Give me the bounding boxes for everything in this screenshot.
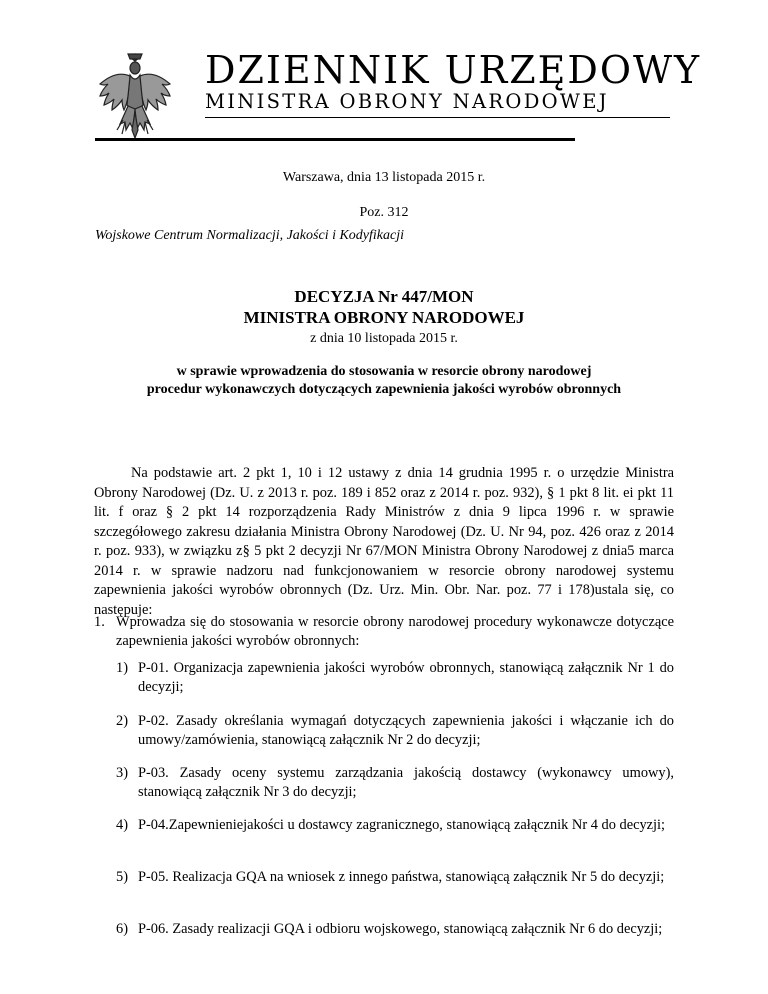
decision-title: DECYZJA Nr 447/MON bbox=[294, 287, 474, 306]
sub-list-item bbox=[116, 920, 674, 939]
decision-subject-line-1: w sprawie wprowadzenia do stosowania w resorcie obrony narodowej bbox=[176, 364, 592, 379]
position-number: Poz. 312 bbox=[359, 205, 409, 220]
sub-list-item bbox=[116, 712, 674, 750]
issue-date: Warszawa, dnia 13 listopada 2015 r. bbox=[282, 170, 486, 185]
sub-item-number: 6) bbox=[116, 921, 128, 937]
preamble-paragraph: Na podstawie art. 2 pkt 1, 10 i 12 ustawy z dnia 14 grudnia 1995 r. o urzędzie Ministra Obrony Narodowej (Dz. U. z 2013 r. poz. 189 i 852 oraz z 2014 r. poz. 932), § 1 pkt 8 lit. ei pkt 11 lit. f oraz § 2 pkt 14 rozporządzenia Rady Ministrów z dnia 9 lipca 1996 r. w sprawie szczegółowego zakresu działania Ministra Obrony Narodowej (Dz. U. Nr 94, poz. 426 oraz z 2014 r. poz. 933), w związku z§ 5 pkt 2 decyzji Nr 67/MON Ministra Obrony Narodowej z dnia5 marca 2014 r. w sprawie nadzoru nad funkcjonowaniem w resorcie obrony narodowej systemu zapewnienia jakości wyrobów obronnych (Dz. Urz. Min. Obr. Nar. poz. 77 i 178)ustala się, co następuje: bbox=[94, 465, 674, 618]
journal-subtitle: MINISTRA OBRONY NARODOWEJ bbox=[205, 90, 609, 113]
polish-eagle-emblem-icon bbox=[95, 48, 175, 144]
sub-list-item bbox=[116, 659, 674, 697]
sub-item-text: P-04.Zapewnieniejakości u dostawcy zagranicznego, stanowiącą załącznik Nr 4 do decyzji; bbox=[138, 817, 666, 833]
sub-list-item bbox=[116, 764, 674, 802]
list-item-text: Wprowadza się do stosowania w resorcie obrony narodowej procedury wykonawcze dotyczące zapewnienia jakości wyrobów obronnych: bbox=[116, 614, 674, 649]
issuing-institution: Wojskowe Centrum Normalizacji, Jakości i Kodyfikacji bbox=[95, 228, 405, 243]
sub-item-number: 2) bbox=[116, 713, 128, 729]
list-item-main bbox=[94, 613, 674, 651]
list-item-number: 1. bbox=[94, 614, 105, 630]
sub-item-text: P-03. Zasady oceny systemu zarządzania jakością dostawcy (wykonawcy umowy), stanowiącą załącznik Nr 3 do decyzji; bbox=[138, 765, 674, 800]
header-divider-thick bbox=[95, 138, 575, 141]
sub-item-text: P-02. Zasady określania wymagań dotyczących zapewnienia jakości i włączanie ich do umowy/zamówienia, stanowiącą załącznik Nr 2 do decyzji; bbox=[138, 713, 674, 748]
sub-item-number: 3) bbox=[116, 765, 128, 781]
sub-item-text: P-05. Realizacja GQA na wniosek z innego państwa, stanowiącą załącznik Nr 5 do decyzji; bbox=[138, 869, 665, 885]
sub-item-number: 4) bbox=[116, 817, 128, 833]
sub-item-number: 1) bbox=[116, 660, 128, 676]
decision-date: z dnia 10 listopada 2015 r. bbox=[310, 331, 458, 346]
sub-item-number: 5) bbox=[116, 869, 128, 885]
sub-item-text: P-01. Organizacja zapewnienia jakości wyrobów obronnych, stanowiącą załącznik Nr 1 do decyzji; bbox=[138, 660, 674, 695]
journal-title: DZIENNIK URZĘDOWY bbox=[205, 48, 702, 92]
decision-subject-line-2: procedur wykonawczych dotyczących zapewnienia jakości wyrobów obronnych bbox=[146, 382, 622, 397]
sub-list-item bbox=[116, 868, 674, 887]
sub-list-item bbox=[116, 816, 674, 835]
sub-item-text: P-06. Zasady realizacji GQA i odbioru wojskowego, stanowiącą załącznik Nr 6 do decyzji; bbox=[138, 921, 663, 937]
decision-issuer: MINISTRA OBRONY NARODOWEJ bbox=[243, 308, 525, 327]
header-divider-thin bbox=[205, 117, 670, 118]
